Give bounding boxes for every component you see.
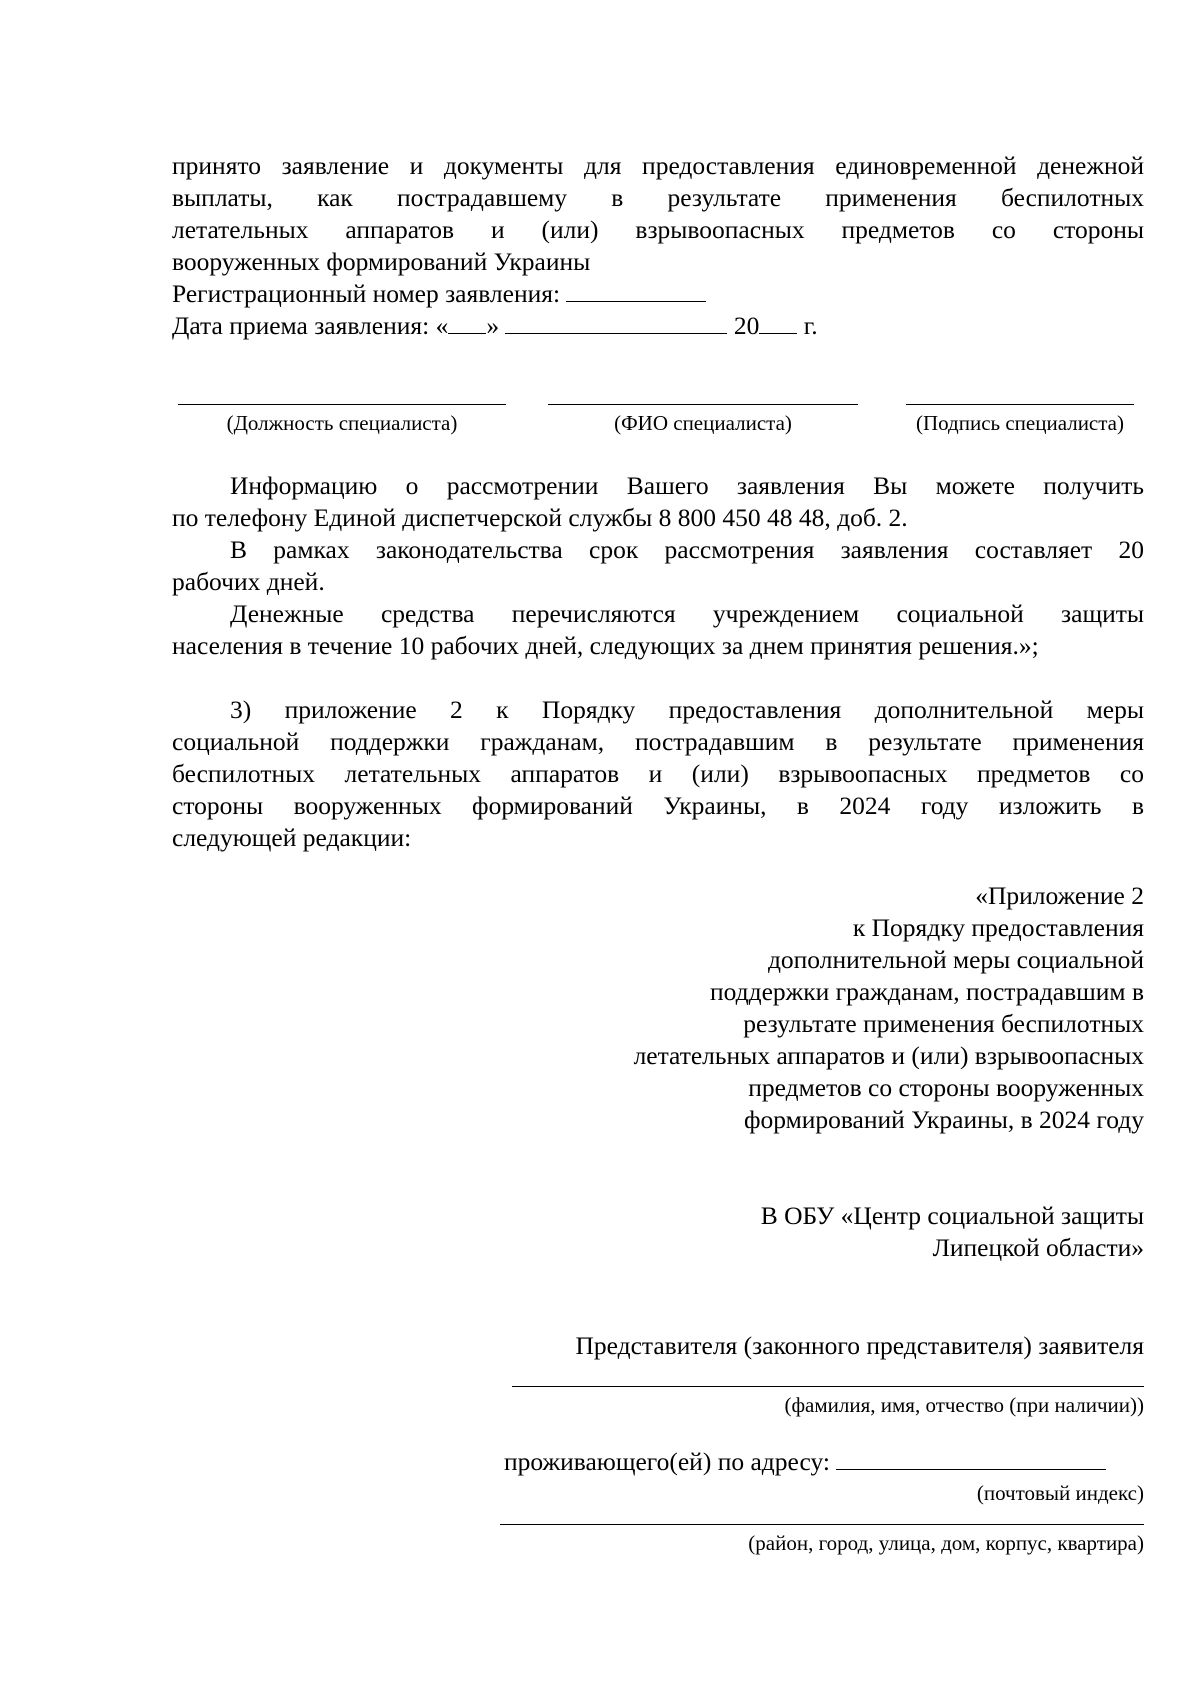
appendix-header-line-2: к Порядку предоставления — [852, 913, 1144, 942]
amendment-line-4: стороны вооруженных формирований Украины, в 2024 году изложить в — [172, 791, 1144, 820]
addressee-line-1: В ОБУ «Центр социальной защиты — [760, 1201, 1144, 1230]
addressee-line-2: Липецкой области» — [932, 1233, 1144, 1262]
name-signature-line — [548, 404, 858, 405]
appendix-header-line-7: предметов со стороны вооруженных — [748, 1073, 1144, 1102]
info-p3-line-1: Денежные средства перечисляются учреждением социальной защиты — [230, 599, 1144, 628]
address-line — [500, 1524, 1144, 1525]
info-p3-line-2: населения в течение 10 рабочих дней, следующих за днем принятия решения.»; — [172, 631, 1039, 660]
date-day-field — [448, 311, 486, 334]
position-signature-line — [178, 404, 506, 405]
amendment-line-2: социальной поддержки гражданам, пострадавшим в результате применения — [172, 727, 1144, 756]
signature-caption: (Подпись специалиста) — [915, 411, 1124, 435]
postal-index-field — [836, 1447, 1106, 1470]
info-p2-line-2: рабочих дней. — [172, 567, 325, 596]
position-caption: (Должность специалиста) — [226, 411, 458, 435]
amendment-line-3: беспилотных летательных аппаратов и (или) взрывоопасных предметов со — [172, 759, 1144, 788]
receipt-line-4: вооруженных формирований Украины — [172, 247, 591, 276]
receipt-line-3: летательных аппаратов и (или) взрывоопасных предметов со стороны — [172, 215, 1144, 244]
appendix-header-line-4: поддержки гражданам, пострадавшим в — [709, 977, 1144, 1006]
amendment-line-5: следующей редакции: — [172, 823, 412, 852]
registration-number-field — [566, 279, 706, 302]
address-label: проживающего(ей) по адресу: — [504, 1447, 830, 1476]
address-caption: (район, город, улица, дом, корпус, квартира) — [748, 1531, 1144, 1555]
info-p1-line-2: по телефону Единой диспетчерской службы 8 800 450 48 48, доб. 2. — [172, 503, 908, 532]
name-caption: (ФИО специалиста) — [614, 411, 792, 435]
appendix-header-line-8: формирований Украины, в 2024 году — [743, 1105, 1144, 1134]
date-quote-close: » — [486, 311, 500, 340]
info-p2-line-1: В рамках законодательства срок рассмотрения заявления составляет 20 — [230, 535, 1144, 564]
receipt-line-1: принято заявление и документы для предоставления единовременной денежной — [172, 151, 1144, 180]
amendment-line-1: 3) приложение 2 к Порядку предоставления дополнительной меры — [230, 695, 1144, 724]
representative-fio-line — [512, 1386, 1144, 1387]
receipt-line-2: выплаты, как пострадавшему в результате применения беспилотных — [172, 183, 1144, 212]
fio-caption: (фамилия, имя, отчество (при наличии)) — [784, 1393, 1144, 1417]
registration-number-row — [172, 278, 1144, 311]
representative-label: Представителя (законного представителя) заявителя — [575, 1331, 1144, 1360]
appendix-header-line-5: результате применения беспилотных — [743, 1009, 1144, 1038]
postal-caption: (почтовый индекс) — [976, 1481, 1144, 1505]
date-year-field — [759, 311, 797, 334]
date-label: Дата приема заявления: « — [172, 311, 449, 340]
address-row — [504, 1446, 1144, 1479]
date-year-prefix: 20 — [733, 311, 760, 340]
appendix-header-line-3: дополнительной меры социальной — [767, 945, 1144, 974]
signature-line — [906, 404, 1134, 405]
appendix-header-line-6: летательных аппаратов и (или) взрывоопасных — [633, 1041, 1144, 1070]
appendix-header-line-1: «Приложение 2 — [975, 881, 1144, 910]
receipt-date-row — [172, 310, 1144, 343]
date-year-suffix: г. — [803, 311, 818, 340]
info-p1-line-1: Информацию о рассмотрении Вашего заявления Вы можете получить — [230, 471, 1144, 500]
date-month-field — [505, 311, 727, 334]
registration-number-label: Регистрационный номер заявления: — [172, 279, 561, 308]
